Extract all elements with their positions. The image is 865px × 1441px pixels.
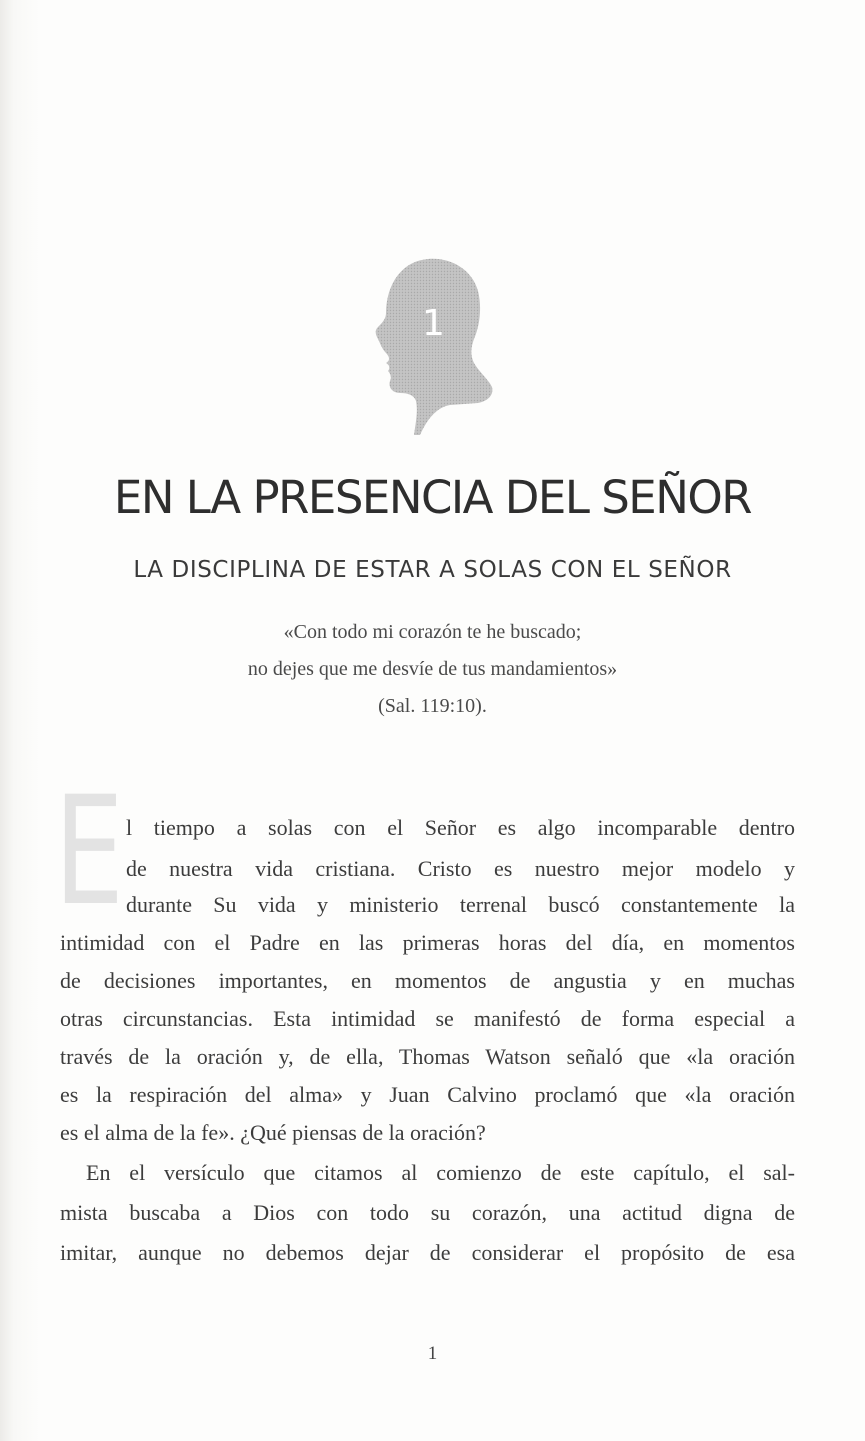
body-line: través de la oración y, de ella, Thomas Watson señaló que «la oración <box>60 1044 795 1069</box>
body-line: de nuestra vida cristiana. Cristo es nuestro mejor modelo y <box>126 856 795 881</box>
svg-text:E: E <box>54 765 124 939</box>
body-line: En el versículo que citamos al comienzo de este capítulo, el sal- <box>86 1160 795 1185</box>
page-number: 1 <box>427 1343 438 1364</box>
chapter-title: EN LA PRESENCIA DEL SEÑOR <box>113 471 752 524</box>
body-line: l tiempo a solas con el Señor es algo incomparable dentro <box>126 815 795 840</box>
body-line: imitar, aunque no debemos dejar de considerar el propósito de esa <box>60 1240 795 1265</box>
chapter-subtitle: LA DISCIPLINA DE ESTAR A SOLAS CON EL SEÑOR <box>133 557 732 583</box>
head-profile-emblem-icon <box>368 255 498 437</box>
epigraph-quote <box>100 614 765 725</box>
body-line: es el alma de la fe». ¿Qué piensas de la oración? <box>60 1120 486 1145</box>
body-line: durante Su vida y ministerio terrenal buscó constantemente la <box>126 892 795 917</box>
body-line: es la respiración del alma» y Juan Calvino proclamó que «la oración <box>60 1082 795 1107</box>
body-line: de decisiones importantes, en momentos de angustia y en muchas <box>60 968 795 993</box>
epigraph-line: «Con todo mi corazón te he buscado; <box>283 621 582 643</box>
dropcap-letter <box>54 765 124 939</box>
epigraph-reference: (Sal. 119:10). <box>378 695 487 717</box>
body-line: otras circunstancias. Esta intimidad se manifestó de forma especial a <box>60 1006 795 1031</box>
body-line: mista buscaba a Dios con todo su corazón, una actitud digna de <box>60 1200 795 1225</box>
chapter-number: 1 <box>422 303 445 344</box>
epigraph-line: no dejes que me desvíe de tus mandamientos» <box>247 658 618 680</box>
body-line: intimidad con el Padre en las primeras horas del día, en momentos <box>60 930 795 955</box>
